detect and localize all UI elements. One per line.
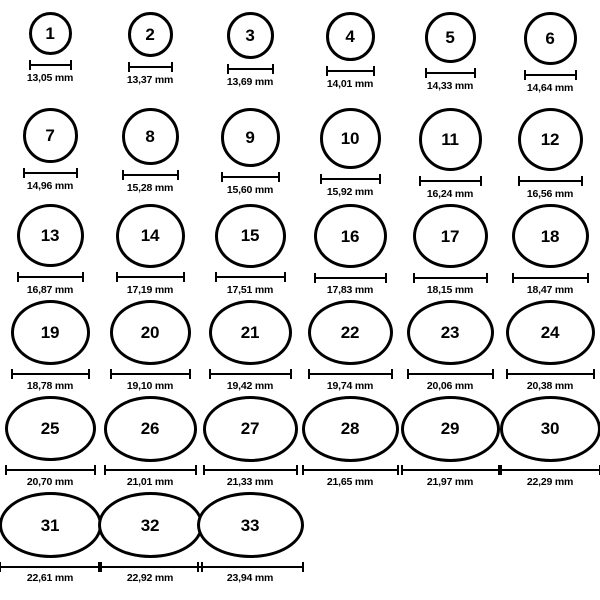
ring-circle: [506, 300, 595, 365]
ring-cell: [500, 392, 600, 488]
diameter-measure-bar: [524, 71, 577, 79]
ring-circle: [326, 12, 375, 61]
diameter-measure-bar: [320, 175, 381, 183]
diameter-label: 22,92 mm: [126, 572, 174, 584]
diameter-label: 13,37 mm: [126, 74, 174, 86]
diameter-measure-bar: [500, 468, 600, 473]
ring-circle: [11, 300, 90, 365]
diameter-measure-bar: [209, 371, 292, 377]
diameter-label: 18,78 mm: [26, 380, 74, 392]
diameter-measure-bar: [407, 371, 494, 377]
diameter-measure-bar: [419, 177, 482, 185]
ring-cell: [100, 200, 200, 296]
ring-cell: [0, 392, 100, 488]
ring-size-number: 14: [140, 226, 160, 246]
ring-circle: [17, 204, 84, 267]
diameter-measure-bar: [110, 371, 191, 377]
measure-line: [518, 180, 583, 182]
diameter-label: 15,28 mm: [126, 182, 174, 194]
ring-size-number: 32: [140, 515, 160, 535]
ring-cell: [0, 296, 100, 392]
ring-cell: [300, 296, 400, 392]
diameter-measure-bar: [98, 564, 203, 569]
ring-size-number: 13: [40, 226, 60, 246]
ring-size-number: 7: [45, 126, 55, 145]
diameter-measure-bar: [413, 274, 488, 281]
diameter-measure-bar: [11, 371, 90, 377]
ring-size-number: 4: [345, 27, 355, 46]
diameter-label: 21,65 mm: [326, 476, 374, 488]
diameter-measure-bar: [302, 468, 399, 473]
diameter-label: 19,74 mm: [326, 380, 374, 392]
ring-circle: [215, 204, 286, 268]
diameter-measure-bar: [401, 468, 500, 473]
ring-circle: [104, 396, 197, 462]
measure-line: [320, 178, 381, 180]
diameter-label: 20,38 mm: [526, 380, 574, 392]
ring-circle: [110, 300, 191, 365]
ring-cell: [100, 104, 200, 200]
diameter-measure-bar: [215, 274, 286, 281]
ring-circle: [122, 108, 179, 165]
diameter-label: 14,96 mm: [26, 180, 74, 192]
measure-line: [326, 70, 375, 72]
ring-circle: [425, 12, 476, 63]
ring-size-number: 28: [340, 419, 360, 439]
measure-line: [227, 68, 274, 70]
ring-circle: [116, 204, 185, 268]
diameter-label: 22,61 mm: [26, 572, 74, 584]
diameter-measure-bar: [116, 274, 185, 281]
ring-cell: [400, 8, 500, 104]
ring-size-number: 18: [540, 226, 560, 246]
measure-line: [209, 373, 292, 375]
ring-circle: [419, 108, 482, 171]
diameter-label: 23,94 mm: [226, 572, 274, 584]
diameter-measure-bar: [122, 171, 179, 179]
ring-size-number: 20: [140, 322, 160, 342]
measure-line: [413, 277, 488, 279]
ring-cell: [0, 200, 100, 296]
diameter-label: 21,33 mm: [226, 476, 274, 488]
diameter-measure-bar: [227, 65, 274, 73]
diameter-measure-bar: [308, 371, 393, 377]
ring-size-number: 1: [45, 24, 55, 43]
ring-cell: [400, 392, 500, 488]
ring-circle: [221, 108, 280, 167]
diameter-label: 13,05 mm: [26, 72, 74, 84]
ring-size-number: 26: [140, 419, 160, 439]
measure-line: [407, 373, 494, 375]
ring-size-grid: [0, 8, 600, 584]
ring-size-number: 24: [540, 323, 560, 343]
measure-line: [17, 276, 84, 278]
diameter-measure-bar: [128, 63, 173, 71]
ring-circle: [401, 396, 500, 462]
ring-circle: [29, 12, 72, 55]
diameter-label: 17,83 mm: [326, 284, 374, 296]
ring-size-number: 29: [440, 419, 460, 439]
ring-size-number: 9: [245, 128, 255, 147]
ring-size-number: 17: [440, 226, 460, 246]
diameter-label: 16,87 mm: [26, 284, 74, 296]
ring-size-number: 31: [40, 515, 60, 535]
ring-cell: [400, 296, 500, 392]
ring-cell: [500, 296, 600, 392]
ring-size-number: 6: [545, 29, 555, 48]
ring-size-number: 16: [340, 226, 360, 246]
diameter-measure-bar: [29, 61, 72, 69]
ring-size-number: 27: [240, 419, 260, 439]
ring-circle: [407, 300, 494, 365]
diameter-measure-bar: [314, 274, 387, 281]
diameter-label: 18,15 mm: [426, 284, 474, 296]
ring-cell: [0, 488, 100, 584]
diameter-measure-bar: [104, 468, 197, 473]
ring-circle: [518, 108, 583, 171]
measure-line: [221, 176, 280, 178]
diameter-label: 14,33 mm: [426, 80, 474, 92]
ring-cell: [100, 392, 200, 488]
ring-circle: [203, 396, 298, 462]
diameter-label: 16,56 mm: [526, 188, 574, 200]
ring-cell: [200, 104, 300, 200]
measure-line: [524, 74, 577, 76]
measure-line: [11, 373, 90, 375]
ring-cell: [200, 8, 300, 104]
diameter-label: 17,51 mm: [226, 284, 274, 296]
ring-cell: [0, 8, 100, 104]
diameter-label: 14,64 mm: [526, 82, 574, 94]
ring-cell: [500, 104, 600, 200]
ring-cell: [100, 8, 200, 104]
ring-cell: [200, 392, 300, 488]
ring-cell: [300, 392, 400, 488]
ring-cell: [400, 200, 500, 296]
measure-line: [308, 373, 393, 375]
ring-size-number: 3: [245, 26, 255, 45]
ring-size-number: 12: [540, 130, 560, 150]
measure-line: [110, 373, 191, 375]
diameter-label: 19,42 mm: [226, 380, 274, 392]
diameter-measure-bar: [5, 467, 96, 473]
measure-line: [203, 469, 298, 471]
diameter-measure-bar: [326, 67, 375, 75]
ring-size-number: 8: [145, 127, 155, 146]
diameter-measure-bar: [0, 564, 102, 569]
diameter-measure-bar: [203, 468, 298, 473]
measure-line: [215, 276, 286, 278]
diameter-measure-bar: [23, 169, 78, 177]
ring-size-number: 11: [441, 130, 459, 149]
measure-line: [401, 469, 500, 471]
diameter-label: 13,69 mm: [226, 76, 274, 88]
diameter-label: 18,47 mm: [526, 284, 574, 296]
diameter-measure-bar: [197, 564, 304, 569]
diameter-measure-bar: [518, 177, 583, 185]
diameter-label: 21,97 mm: [426, 476, 474, 488]
ring-circle: [23, 108, 78, 163]
ring-circle: [413, 204, 488, 268]
diameter-label: 21,01 mm: [126, 476, 174, 488]
diameter-label: 20,06 mm: [426, 380, 474, 392]
measure-line: [425, 72, 476, 74]
ring-cell: [300, 104, 400, 200]
diameter-label: 20,70 mm: [26, 476, 74, 488]
ring-size-number: 25: [40, 419, 60, 439]
measure-line: [197, 566, 304, 568]
measure-line: [29, 64, 72, 66]
diameter-measure-bar: [221, 173, 280, 181]
ring-size-number: 33: [240, 515, 260, 535]
measure-line: [23, 172, 78, 174]
diameter-label: 22,29 mm: [526, 476, 574, 488]
ring-circle: [524, 12, 577, 65]
ring-cell: [500, 200, 600, 296]
ring-size-number: 21: [240, 322, 260, 342]
ring-circle: [320, 108, 381, 169]
measure-line: [122, 174, 179, 176]
ring-circle: [128, 12, 173, 57]
diameter-measure-bar: [512, 274, 589, 281]
ring-circle: [512, 204, 589, 268]
diameter-label: 15,60 mm: [226, 184, 274, 196]
ring-cell: [300, 8, 400, 104]
ring-cell: [100, 488, 200, 584]
measure-line: [116, 276, 185, 278]
ring-circle: [302, 396, 399, 462]
measure-line: [500, 469, 600, 471]
ring-circle: [98, 492, 203, 558]
ring-size-number: 5: [445, 28, 455, 47]
ring-size-number: 23: [440, 323, 460, 343]
ring-size-number: 19: [40, 322, 60, 342]
ring-size-number: 30: [540, 419, 560, 439]
ring-circle: [308, 300, 393, 365]
ring-size-number: 15: [240, 226, 260, 246]
measure-line: [302, 469, 399, 471]
ring-cell: [200, 488, 300, 584]
ring-size-number: 10: [340, 129, 360, 148]
ring-cell: [500, 8, 600, 104]
diameter-measure-bar: [17, 273, 84, 281]
diameter-label: 19,10 mm: [126, 380, 174, 392]
ring-cell: [0, 104, 100, 200]
measure-line: [419, 180, 482, 182]
ring-circle: [0, 492, 102, 558]
measure-line: [506, 373, 595, 375]
ring-cell: [400, 104, 500, 200]
ring-circle: [500, 396, 600, 462]
measure-line: [98, 566, 203, 568]
ring-cell: [200, 200, 300, 296]
ring-size-number: 22: [340, 323, 360, 342]
measure-line: [128, 66, 173, 68]
ring-circle: [5, 396, 96, 461]
ring-circle: [314, 204, 387, 268]
measure-line: [512, 277, 589, 279]
measure-line: [0, 566, 102, 568]
ring-circle: [227, 12, 274, 59]
diameter-label: 16,24 mm: [426, 188, 474, 200]
diameter-label: 17,19 mm: [126, 284, 174, 296]
ring-circle: [209, 300, 292, 365]
ring-cell: [100, 296, 200, 392]
diameter-label: 15,92 mm: [326, 186, 374, 198]
measure-line: [314, 277, 387, 279]
ring-circle: [197, 492, 304, 558]
diameter-measure-bar: [425, 69, 476, 77]
diameter-label: 14,01 mm: [326, 78, 374, 90]
ring-cell: [200, 296, 300, 392]
measure-line: [5, 469, 96, 471]
measure-line: [104, 469, 197, 471]
ring-cell: [300, 200, 400, 296]
ring-size-number: 2: [145, 25, 155, 44]
diameter-measure-bar: [506, 371, 595, 377]
